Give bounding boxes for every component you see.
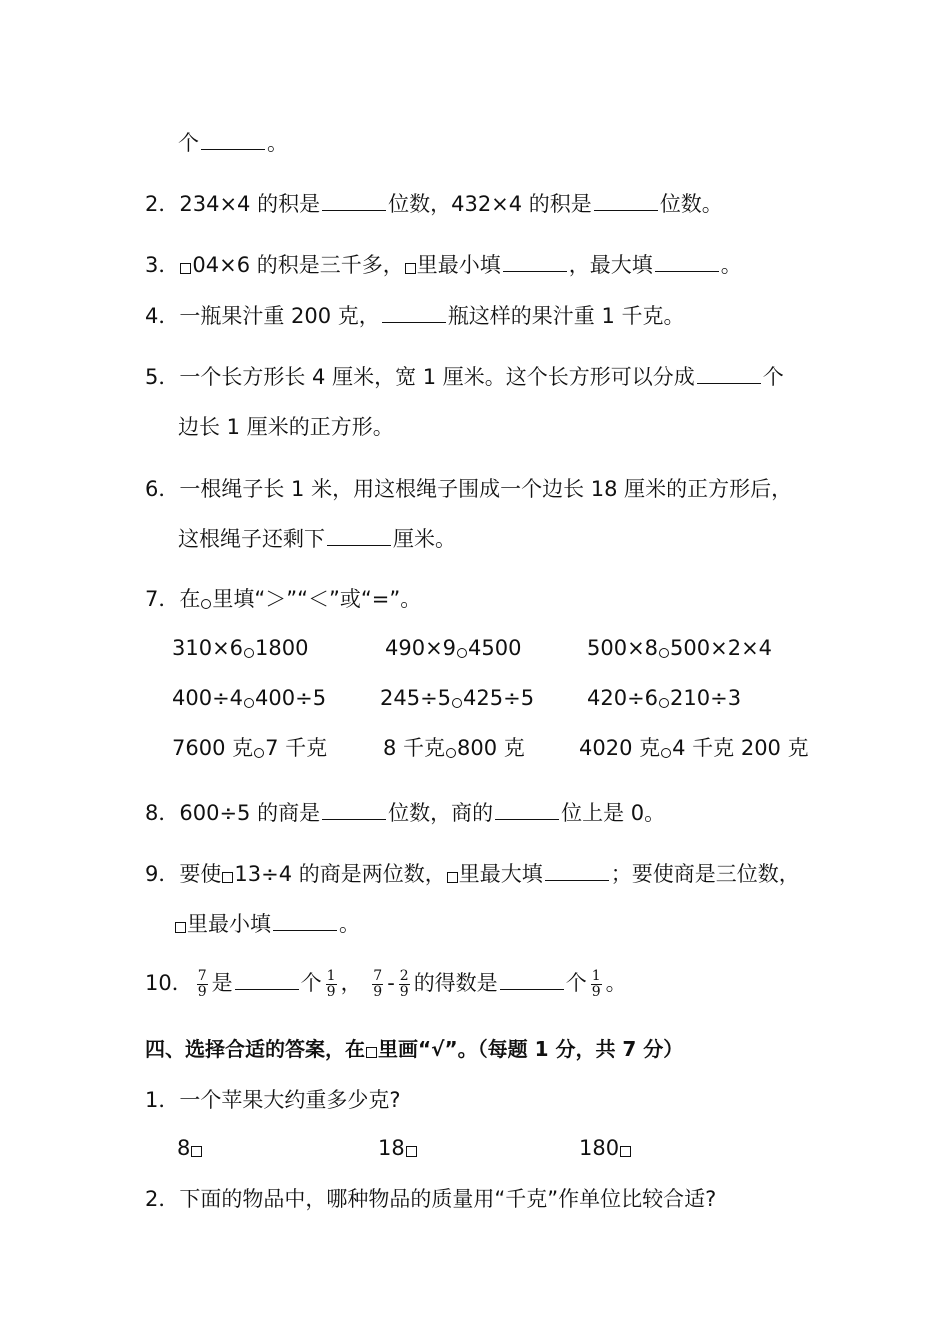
question-number: 7．	[145, 587, 180, 611]
expr-left: 310×6	[172, 636, 244, 660]
answer-blank[interactable]	[382, 304, 446, 323]
option-item	[378, 1133, 418, 1163]
choice-question-1	[145, 1085, 401, 1115]
expr-left: 400÷4	[172, 686, 244, 710]
text: 边长 1 厘米的正方形。	[178, 415, 394, 439]
circle-input[interactable]	[661, 748, 671, 758]
question-number: 4．	[145, 304, 180, 328]
question-number: 6．	[145, 477, 180, 501]
option-label: 8	[177, 1136, 191, 1160]
answer-blank[interactable]	[327, 527, 391, 546]
square-box-icon	[180, 263, 191, 274]
compare-item	[579, 733, 809, 763]
text: 里画“√”。（每题 1 分，共 7 分）	[378, 1037, 684, 1061]
circle-input[interactable]	[446, 748, 456, 758]
denominator: 9	[373, 983, 383, 1000]
square-box-icon	[366, 1047, 377, 1058]
text: 04×6 的积是三千多，	[192, 253, 404, 277]
question-9-line2	[174, 909, 360, 939]
question-text: 一个苹果大约重多少克?	[179, 1088, 401, 1112]
text: 。	[267, 131, 288, 155]
question-number: 3．	[145, 253, 180, 277]
answer-blank[interactable]	[495, 801, 559, 820]
checkbox[interactable]	[620, 1146, 631, 1157]
text: 里最小填	[416, 253, 501, 277]
checkbox[interactable]	[191, 1146, 202, 1157]
numerator: 2	[399, 967, 409, 984]
question-number: 8．	[145, 801, 180, 825]
square-box-icon	[222, 872, 233, 883]
denominator: 9	[591, 983, 601, 1000]
fraction-7-9	[197, 969, 208, 1000]
compare-item	[383, 733, 525, 763]
answer-blank[interactable]	[503, 253, 567, 272]
question-3	[145, 250, 742, 280]
expr-right: 1800	[255, 636, 309, 660]
denominator: 9	[399, 983, 409, 1000]
expr-right: 4 千克 200 克	[672, 736, 809, 760]
square-box-icon	[175, 922, 186, 933]
option-label: 18	[378, 1136, 405, 1160]
text: 。	[605, 971, 627, 995]
circle-input[interactable]	[457, 648, 467, 658]
question-6	[145, 474, 792, 504]
fraction-2-9	[399, 969, 410, 1000]
text: 一根绳子长 1 米，用这根绳子围成一个边长 18 厘米的正方形后，	[179, 477, 793, 501]
text: 要使	[179, 862, 222, 886]
text: 个	[762, 365, 784, 389]
answer-blank[interactable]	[273, 912, 337, 931]
option-item	[177, 1133, 203, 1163]
numerator: 1	[326, 967, 336, 984]
square-box-icon	[405, 263, 416, 274]
question-2	[145, 189, 723, 219]
question-number: 2．	[145, 1187, 180, 1211]
text: 里填“＞”“＜”或“=”。	[212, 587, 422, 611]
text: 位数，432×4 的积是	[388, 192, 592, 216]
text: 个	[300, 971, 322, 995]
text: 厘米。	[393, 527, 456, 551]
question-number: 2．	[145, 192, 180, 216]
expr-left: 8 千克	[383, 736, 446, 760]
expr-left: 7600 克	[172, 736, 254, 760]
circle-icon	[201, 599, 211, 609]
compare-item	[587, 683, 741, 713]
answer-blank[interactable]	[594, 192, 658, 211]
choice-question-2	[145, 1184, 716, 1214]
answer-blank[interactable]	[201, 131, 265, 150]
text: 这根绳子还剩下	[178, 527, 325, 551]
square-box-icon	[447, 872, 458, 883]
text: 。	[720, 253, 742, 277]
question-number: 5．	[145, 365, 180, 389]
expr-left: 4020 克	[579, 736, 661, 760]
circle-input[interactable]	[659, 648, 669, 658]
text: 。	[339, 912, 360, 936]
numerator: 7	[197, 967, 207, 984]
text: 个	[178, 131, 199, 155]
denominator: 9	[197, 983, 207, 1000]
question-5-line2	[178, 412, 394, 442]
answer-blank[interactable]	[655, 253, 719, 272]
question-5	[145, 362, 784, 392]
circle-input[interactable]	[452, 698, 462, 708]
section-heading	[145, 1034, 683, 1064]
answer-blank[interactable]	[545, 862, 609, 881]
circle-input[interactable]	[244, 648, 254, 658]
question-number: 9．	[145, 862, 180, 886]
expr-left: 490×9	[385, 636, 457, 660]
compare-item	[385, 633, 522, 663]
question-9	[145, 859, 800, 889]
fraction-7-9	[372, 969, 383, 1000]
compare-item	[172, 633, 309, 663]
expr-right: 400÷5	[255, 686, 327, 710]
circle-input[interactable]	[254, 748, 264, 758]
circle-input[interactable]	[659, 698, 669, 708]
question-number: 10．	[145, 971, 193, 995]
question-text: 下面的物品中，哪种物品的质量用“千克”作单位比较合适?	[179, 1187, 717, 1211]
text: 位上是 0。	[561, 801, 666, 825]
text: 是	[211, 971, 233, 995]
compare-item	[172, 733, 327, 763]
expr-right: 500×2×4	[670, 636, 773, 660]
question-10	[145, 968, 627, 1000]
expr-right: 800 克	[457, 736, 525, 760]
text: 一个长方形长 4 厘米，宽 1 厘米。这个长方形可以分成	[179, 365, 695, 389]
minus-sign: -	[387, 971, 395, 995]
question-8	[145, 798, 665, 828]
fraction-1-9	[591, 969, 602, 1000]
question-4	[145, 301, 685, 331]
text: 的得数是	[413, 971, 498, 995]
denominator: 9	[326, 983, 336, 1000]
text: 里最小填	[187, 912, 271, 936]
circle-input[interactable]	[244, 698, 254, 708]
answer-blank[interactable]	[322, 192, 386, 211]
numerator: 7	[373, 967, 383, 984]
option-item	[579, 1133, 632, 1163]
text: 瓶这样的果汁重 1 千克。	[447, 304, 685, 328]
compare-item	[587, 633, 772, 663]
fraction-1-9	[326, 969, 337, 1000]
compare-item	[380, 683, 534, 713]
numerator: 1	[591, 967, 601, 984]
expr-left: 420÷6	[587, 686, 659, 710]
expr-right: 425÷5	[463, 686, 535, 710]
expr-left: 245÷5	[380, 686, 452, 710]
answer-blank[interactable]	[697, 365, 761, 384]
expr-right: 210÷3	[670, 686, 742, 710]
text: 在	[179, 587, 201, 611]
answer-blank[interactable]	[322, 801, 386, 820]
compare-item	[172, 683, 326, 713]
text: 四、选择合适的答案，在	[145, 1037, 365, 1061]
text: 一瓶果汁重 200 克，	[179, 304, 380, 328]
text: 位数。	[659, 192, 723, 216]
expr-left: 500×8	[587, 636, 659, 660]
question-7	[145, 584, 421, 614]
text: 600÷5 的商是	[179, 801, 321, 825]
q1-tail	[178, 128, 288, 158]
question-6-line2	[178, 524, 456, 554]
text: 里最大填	[458, 862, 543, 886]
option-label: 180	[579, 1136, 620, 1160]
text: 234×4 的积是	[179, 192, 321, 216]
text: ，	[340, 971, 362, 995]
answer-blank[interactable]	[500, 971, 564, 990]
text: 位数，商的	[388, 801, 494, 825]
text: 个	[565, 971, 587, 995]
text: 13÷4 的商是两位数，	[234, 862, 446, 886]
answer-blank[interactable]	[235, 971, 299, 990]
text: ；要使商是三位数，	[610, 862, 800, 886]
checkbox[interactable]	[406, 1146, 417, 1157]
expr-right: 4500	[468, 636, 522, 660]
question-number: 1．	[145, 1088, 180, 1112]
text: ，最大填	[568, 253, 653, 277]
expr-right: 7 千克	[265, 736, 328, 760]
